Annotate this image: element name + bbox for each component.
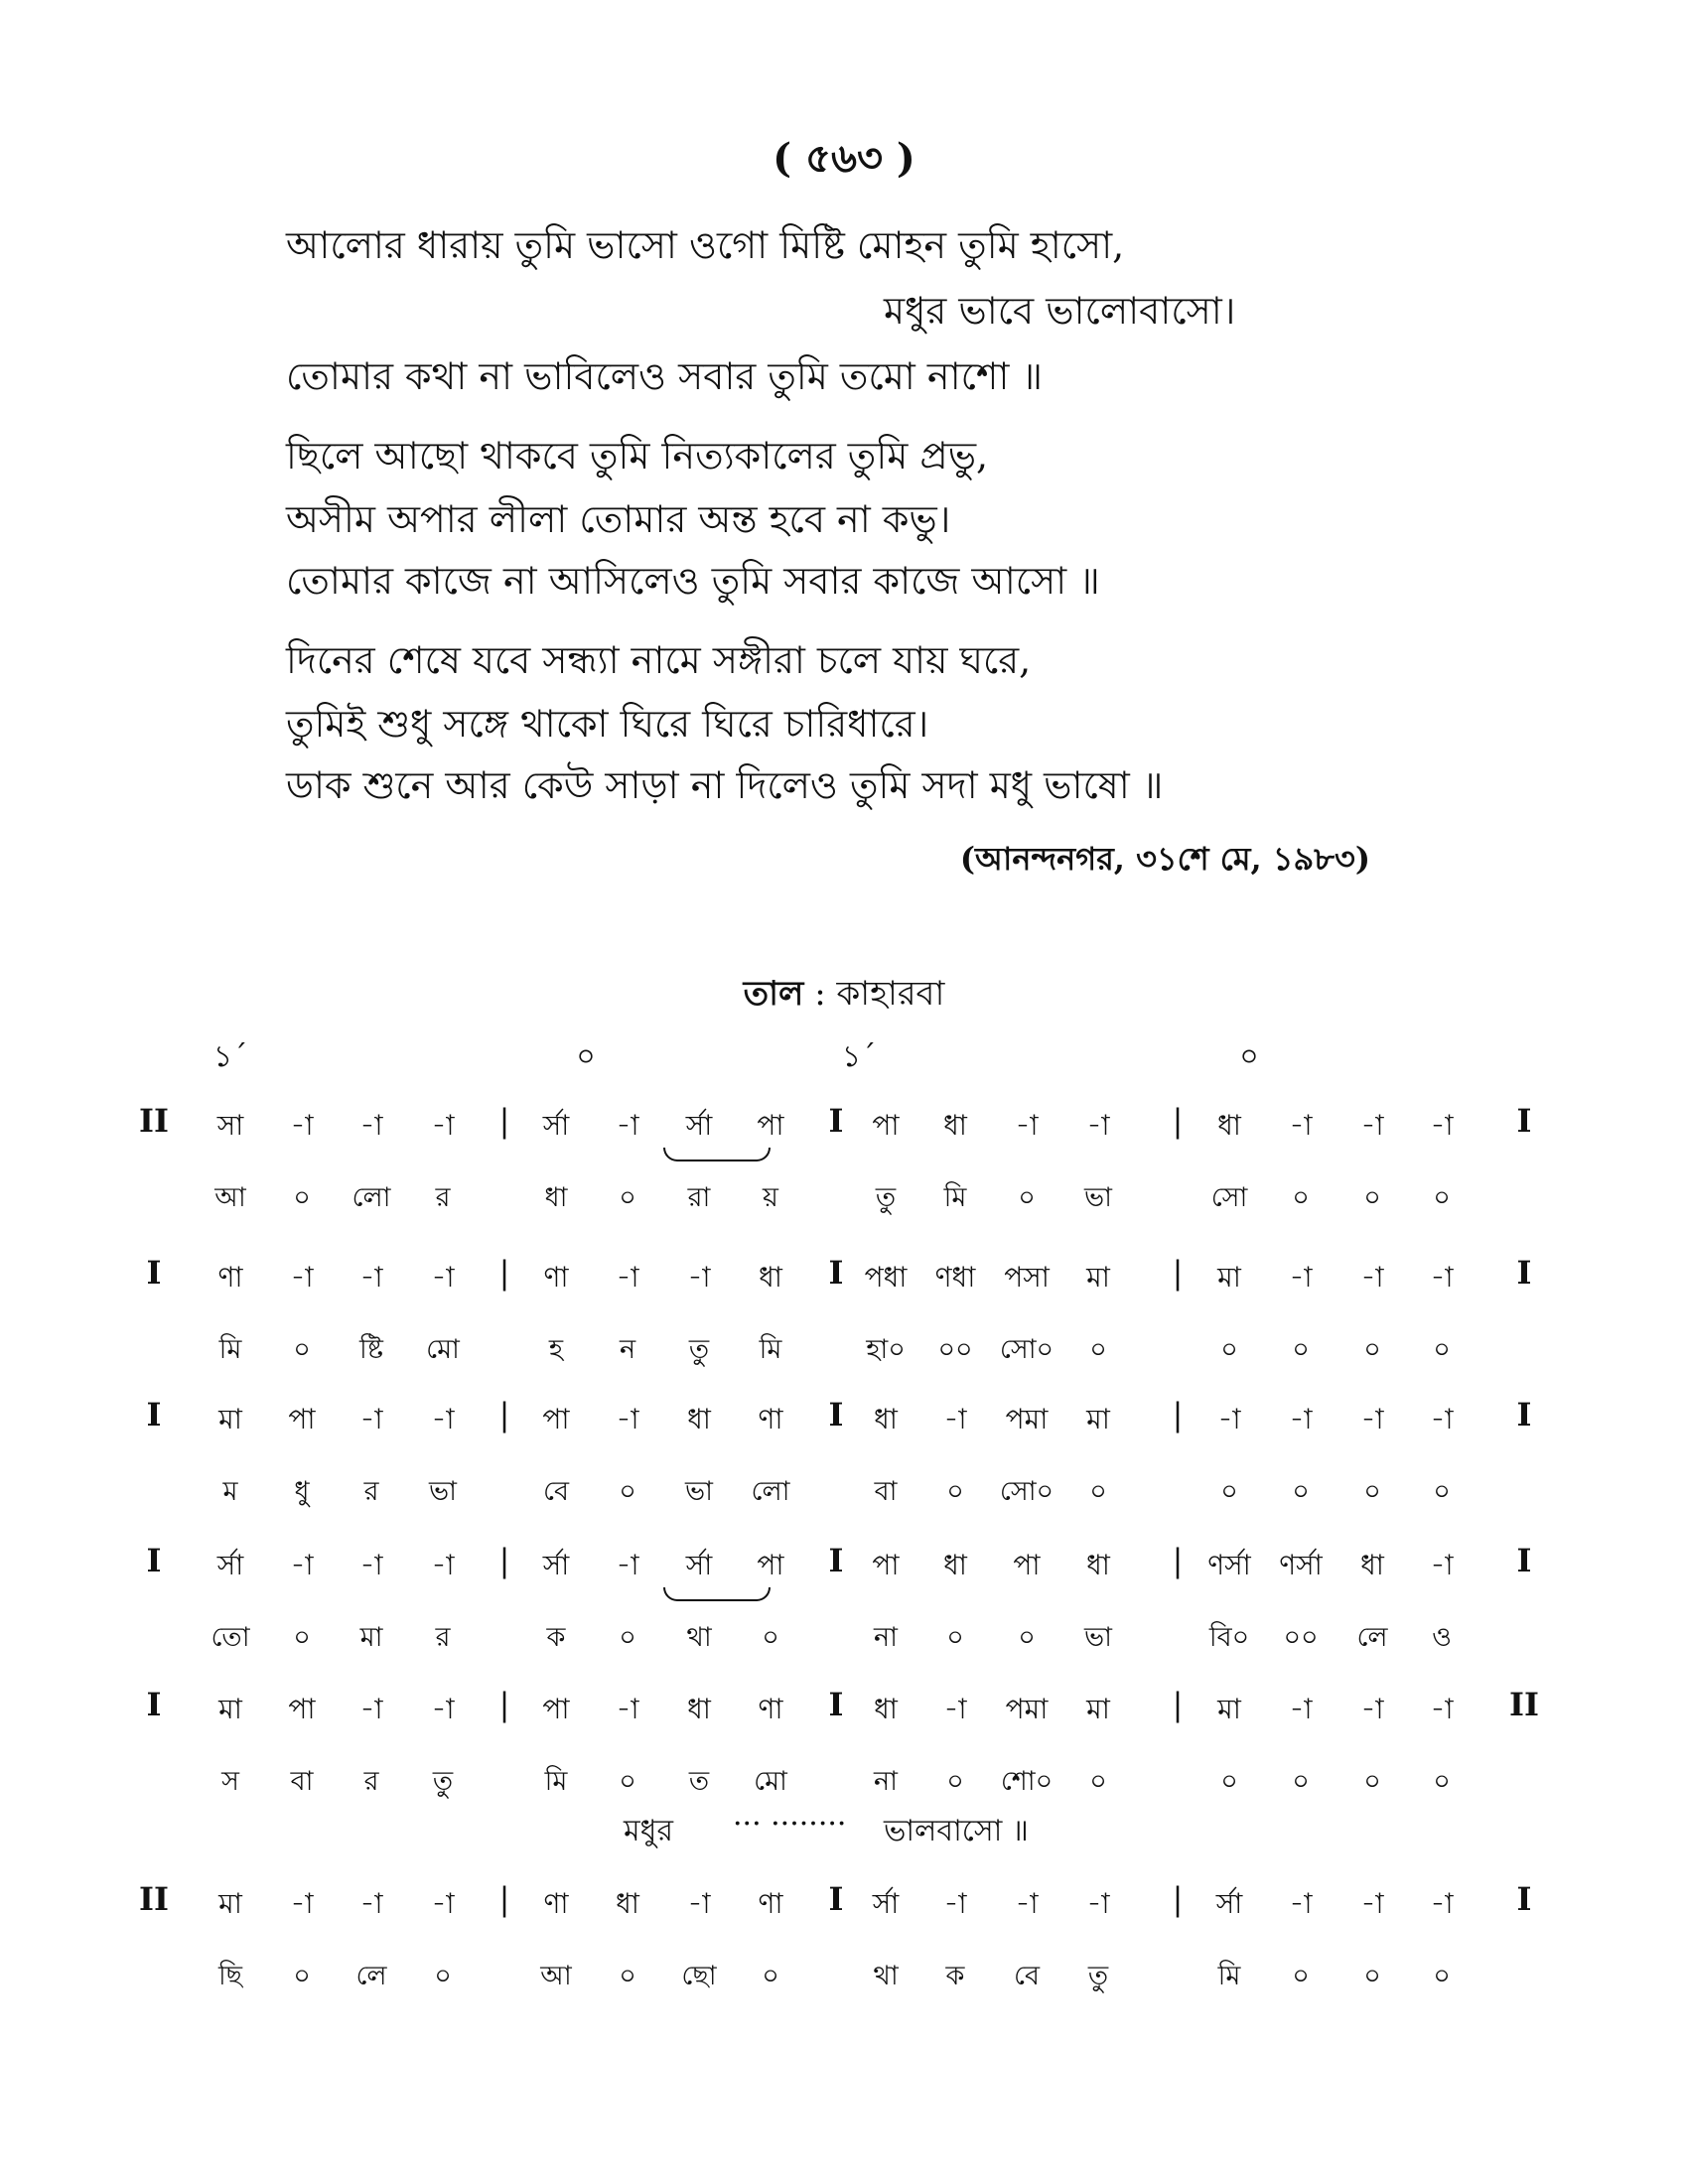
notation-lyrics-row bbox=[0, 1617, 1688, 1667]
swara-note: -া bbox=[359, 1887, 383, 1920]
swara-note: -া bbox=[290, 1261, 314, 1294]
swara-note: -া bbox=[1289, 1887, 1313, 1920]
swara-note: পা bbox=[542, 1693, 570, 1725]
bar-line: | bbox=[498, 1542, 510, 1579]
lyric-syllable: বা bbox=[290, 1766, 314, 1797]
swara-note: -া bbox=[290, 1887, 314, 1920]
lyric-syllable: ও bbox=[1432, 1622, 1452, 1653]
swara-note: ধা bbox=[874, 1403, 898, 1435]
lyric-syllable: না bbox=[874, 1766, 898, 1797]
swara-note: ধা bbox=[1360, 1549, 1384, 1581]
notation-notes-row bbox=[0, 1544, 1688, 1593]
lyric-syllable: ০ bbox=[1433, 1182, 1451, 1213]
lyric-syllable: ০ bbox=[1089, 1334, 1107, 1365]
notation-lyrics-row bbox=[0, 1471, 1688, 1521]
swara-note: -া bbox=[1217, 1403, 1241, 1435]
lyric-syllable: ০ bbox=[1433, 1961, 1451, 1991]
lyrics-line: তুমিই শুধু সঙ্গে থাকো ঘিরে ঘিরে চারিধারে। bbox=[286, 702, 929, 746]
lyric-syllable: র bbox=[363, 1476, 379, 1507]
bar-line: | bbox=[1172, 1880, 1184, 1918]
swara-note: -া bbox=[943, 1693, 967, 1725]
swara-note: পা bbox=[872, 1549, 900, 1581]
lyric-syllable: ০ bbox=[1018, 1182, 1036, 1213]
bar-line: | bbox=[498, 1254, 510, 1292]
lyric-syllable: ০ bbox=[293, 1182, 311, 1213]
bar-line: I bbox=[1516, 1396, 1532, 1433]
bar-line: II bbox=[139, 1880, 169, 1918]
swara-note: র্সা bbox=[542, 1109, 570, 1142]
refrain-start: মধুর bbox=[624, 1814, 673, 1848]
lyric-syllable: থা bbox=[686, 1622, 712, 1653]
tala-label: তাল bbox=[743, 974, 804, 1014]
swara-note: -া bbox=[1360, 1693, 1384, 1725]
lyric-syllable: ০ bbox=[619, 1476, 636, 1507]
lyric-syllable: ০ bbox=[1089, 1766, 1107, 1797]
swara-note: -া bbox=[1015, 1109, 1039, 1142]
swara-note: -া bbox=[1360, 1109, 1384, 1142]
lyrics-line: তোমার কাজে না আসিলেও তুমি সবার কাজে আসো ॥ bbox=[286, 559, 1100, 603]
bar-line: | bbox=[498, 1102, 510, 1140]
notation-lyrics-row bbox=[0, 1329, 1688, 1379]
bar-line: I bbox=[1516, 1880, 1532, 1918]
swara-note: -া bbox=[431, 1109, 455, 1142]
slur-mark bbox=[663, 1587, 771, 1601]
swara-note: পধা bbox=[864, 1261, 908, 1294]
swara-note: ণা bbox=[217, 1261, 243, 1294]
swara-note: ণা bbox=[543, 1887, 569, 1920]
swara-note: -া bbox=[359, 1693, 383, 1725]
swara-note: পা bbox=[288, 1403, 316, 1435]
notation-lyrics-row bbox=[0, 1956, 1688, 2005]
lyric-syllable: লে bbox=[1356, 1622, 1388, 1653]
bar-line: | bbox=[1172, 1102, 1184, 1140]
lyric-syllable: ০ bbox=[1292, 1182, 1310, 1213]
lyric-syllable: ০ bbox=[1363, 1961, 1381, 1991]
lyric-syllable: মি bbox=[544, 1766, 568, 1797]
lyric-syllable: ম bbox=[222, 1476, 238, 1507]
swara-note: -া bbox=[1430, 1109, 1454, 1142]
lyric-syllable: ০ bbox=[1089, 1476, 1107, 1507]
lyrics-line: ছিলে আছো থাকবে তুমি নিত্যকালের তুমি প্রভু, bbox=[286, 434, 989, 478]
lyric-syllable: তু bbox=[1087, 1961, 1109, 1991]
swara-note: ণধা bbox=[934, 1261, 976, 1294]
swara-note: -া bbox=[1360, 1887, 1384, 1920]
swara-note: -া bbox=[616, 1109, 639, 1142]
lyric-syllable: ০ bbox=[1292, 1961, 1310, 1991]
swara-note: ধা bbox=[759, 1261, 782, 1294]
lyric-syllable: সো০ bbox=[999, 1334, 1055, 1365]
swara-note: -া bbox=[1430, 1261, 1454, 1294]
notation-lyrics-row bbox=[0, 1761, 1688, 1811]
lyric-syllable: ত bbox=[688, 1766, 710, 1797]
swara-note: ণা bbox=[758, 1887, 783, 1920]
lyric-syllable: তো bbox=[211, 1622, 250, 1653]
lyric-syllable: ০ bbox=[1292, 1334, 1310, 1365]
notation-notes-row bbox=[0, 1256, 1688, 1305]
bar-line: I bbox=[146, 1686, 162, 1723]
lyric-syllable: ০ bbox=[1363, 1334, 1381, 1365]
date-line: (আনন্দনগর, ৩১শে মে, ১৯৮৩) bbox=[959, 840, 1370, 878]
swara-note: ধা bbox=[687, 1403, 711, 1435]
lyrics-line: দিনের শেষে যবে সন্ধ্যা নামে সঙ্গীরা চলে যায় ঘরে, bbox=[286, 638, 1032, 682]
lyric-syllable: হা০ bbox=[866, 1334, 906, 1365]
lyric-syllable: তু bbox=[875, 1182, 897, 1213]
refrain-dots: ··· ········ bbox=[733, 1807, 847, 1842]
swara-note: মা bbox=[1086, 1403, 1110, 1435]
lyrics-line: ডাক শুনে আর কেউ সাড়া না দিলেও তুমি সদা মধু ভাষো ॥ bbox=[286, 763, 1164, 807]
swara-note: পসা bbox=[1004, 1261, 1050, 1294]
lyric-syllable: তু bbox=[432, 1766, 454, 1797]
lyric-syllable: ০০ bbox=[1283, 1622, 1319, 1653]
lyric-syllable: বে bbox=[543, 1476, 569, 1507]
bar-line: II bbox=[139, 1102, 169, 1140]
lyric-syllable: ন bbox=[619, 1334, 636, 1365]
swara-note: -া bbox=[1360, 1403, 1384, 1435]
swara-note: -া bbox=[687, 1887, 711, 1920]
bar-line: I bbox=[146, 1254, 162, 1292]
swara-note: মা bbox=[1086, 1693, 1110, 1725]
swara-note: -া bbox=[1015, 1887, 1039, 1920]
lyric-syllable: ভা bbox=[685, 1476, 713, 1507]
lyric-syllable: ০ bbox=[1363, 1766, 1381, 1797]
swara-note: পমা bbox=[1005, 1403, 1049, 1435]
bar-line: | bbox=[1172, 1396, 1184, 1433]
bar-line: I bbox=[1516, 1542, 1532, 1579]
lyric-syllable: সো bbox=[1210, 1182, 1248, 1213]
lyric-syllable: মো bbox=[754, 1766, 787, 1797]
lyric-syllable: ০ bbox=[293, 1622, 311, 1653]
bar-line: I bbox=[828, 1254, 844, 1292]
lyric-syllable: রা bbox=[687, 1182, 711, 1213]
swara-note: ধা bbox=[687, 1693, 711, 1725]
lyric-syllable: শো০ bbox=[1000, 1766, 1054, 1797]
swara-note: ণর্সা bbox=[1279, 1549, 1323, 1581]
swara-note: পা bbox=[288, 1693, 316, 1725]
lyric-syllable: না bbox=[874, 1622, 898, 1653]
bar-line: I bbox=[146, 1542, 162, 1579]
lyric-syllable: সো০ bbox=[999, 1476, 1055, 1507]
beat-marker: ০ bbox=[576, 1039, 596, 1074]
lyric-syllable: ক bbox=[945, 1961, 965, 1991]
bar-line: I bbox=[146, 1396, 162, 1433]
lyric-syllable: ০ bbox=[1433, 1334, 1451, 1365]
tala-separator: : bbox=[814, 974, 826, 1014]
swara-note: -া bbox=[616, 1549, 639, 1581]
swara-note: মা bbox=[218, 1887, 242, 1920]
swara-note: ধা bbox=[943, 1549, 967, 1581]
lyric-syllable: র bbox=[435, 1182, 451, 1213]
lyric-syllable: মি bbox=[759, 1334, 782, 1365]
swara-note: মা bbox=[1217, 1693, 1241, 1725]
lyrics-line: আলোর ধারায় তুমি ভাসো ওগো মিষ্টি মোহন তুমি হাসো, bbox=[286, 223, 1125, 267]
lyric-syllable: ০ bbox=[946, 1476, 964, 1507]
lyric-syllable: বে bbox=[1014, 1961, 1040, 1991]
refrain-end: ভালবাসো ॥ bbox=[884, 1814, 1029, 1848]
swara-note: পা bbox=[542, 1403, 570, 1435]
swara-note: ধা bbox=[1217, 1109, 1241, 1142]
tala-title bbox=[0, 968, 1688, 1024]
swara-note: পা bbox=[757, 1109, 784, 1142]
bar-line: I bbox=[1516, 1254, 1532, 1292]
lyric-syllable: ০ bbox=[1292, 1766, 1310, 1797]
bar-line: | bbox=[1172, 1542, 1184, 1579]
swara-note: -া bbox=[359, 1403, 383, 1435]
lyric-syllable: ০ bbox=[619, 1961, 636, 1991]
swara-note: -া bbox=[431, 1887, 455, 1920]
swara-note: -া bbox=[431, 1693, 455, 1725]
swara-note: পা bbox=[872, 1109, 900, 1142]
swara-note: -া bbox=[431, 1549, 455, 1581]
notation-notes-row bbox=[0, 1688, 1688, 1737]
lyric-syllable: স bbox=[221, 1766, 239, 1797]
lyric-syllable: আ bbox=[214, 1182, 246, 1213]
swara-note: -া bbox=[359, 1109, 383, 1142]
lyric-syllable: মো bbox=[426, 1334, 460, 1365]
lyric-syllable: ছি bbox=[217, 1961, 243, 1991]
swara-note: সা bbox=[216, 1109, 244, 1142]
bar-line: | bbox=[498, 1686, 510, 1723]
notation-notes-row bbox=[0, 1104, 1688, 1154]
lyric-syllable: ০০ bbox=[937, 1334, 973, 1365]
swara-note: -া bbox=[616, 1403, 639, 1435]
bar-line: I bbox=[828, 1686, 844, 1723]
swara-note: র্সা bbox=[542, 1549, 570, 1581]
lyric-syllable: র bbox=[363, 1766, 379, 1797]
lyric-syllable: ০ bbox=[1433, 1476, 1451, 1507]
swara-note: পমা bbox=[1005, 1693, 1049, 1725]
bar-line: I bbox=[828, 1542, 844, 1579]
swara-note: -া bbox=[943, 1403, 967, 1435]
swara-note: -া bbox=[943, 1887, 967, 1920]
swara-note: মা bbox=[1086, 1261, 1110, 1294]
lyric-syllable: ০ bbox=[1363, 1476, 1381, 1507]
lyric-syllable: ক bbox=[546, 1622, 566, 1653]
swara-note: -া bbox=[431, 1403, 455, 1435]
swara-note: র্সা bbox=[685, 1549, 713, 1581]
lyric-syllable: ০ bbox=[762, 1622, 779, 1653]
lyric-syllable: ০ bbox=[1220, 1334, 1238, 1365]
swara-note: -া bbox=[1430, 1693, 1454, 1725]
swara-note: -া bbox=[1430, 1549, 1454, 1581]
swara-note: পা bbox=[1013, 1549, 1041, 1581]
swara-note: ণা bbox=[758, 1403, 783, 1435]
lyric-syllable: ভা bbox=[1084, 1622, 1112, 1653]
swara-note: -া bbox=[1086, 1109, 1110, 1142]
lyric-syllable: ধু bbox=[294, 1476, 310, 1507]
bar-line: I bbox=[828, 1396, 844, 1433]
lyric-syllable: য় bbox=[763, 1182, 778, 1213]
swara-note: -া bbox=[616, 1693, 639, 1725]
lyric-syllable: ০ bbox=[434, 1961, 452, 1991]
lyric-syllable: মা bbox=[359, 1622, 383, 1653]
lyric-syllable: ০ bbox=[619, 1766, 636, 1797]
lyric-syllable: তু bbox=[688, 1334, 710, 1365]
swara-note: -া bbox=[290, 1549, 314, 1581]
swara-note: -া bbox=[616, 1261, 639, 1294]
lyrics-line: অসীম অপার লীলা তোমার অন্ত হবে না কভু। bbox=[286, 497, 951, 541]
bar-line: | bbox=[498, 1396, 510, 1433]
beat-marker: ১´ bbox=[841, 1039, 877, 1074]
swara-note: ধা bbox=[874, 1693, 898, 1725]
song-number: ( ৫৬৩ ) bbox=[773, 135, 915, 182]
lyric-syllable: ০ bbox=[1363, 1182, 1381, 1213]
tala-name: কাহারবা bbox=[836, 974, 945, 1014]
bar-line: | bbox=[1172, 1686, 1184, 1723]
lyric-syllable: বা bbox=[874, 1476, 898, 1507]
beat-marker: ০ bbox=[1239, 1039, 1259, 1074]
lyric-syllable: লো bbox=[751, 1476, 790, 1507]
lyric-syllable: মি bbox=[1217, 1961, 1241, 1991]
lyrics-line: মধুর ভাবে ভালোবাসো। bbox=[884, 289, 1236, 333]
swara-note: ণা bbox=[758, 1693, 783, 1725]
lyric-syllable: ০ bbox=[762, 1961, 779, 1991]
swara-note: মা bbox=[218, 1403, 242, 1435]
notation-notes-row bbox=[0, 1882, 1688, 1932]
lyric-syllable: ষ্টি bbox=[359, 1334, 383, 1365]
lyrics-line: তোমার কথা না ভাবিলেও সবার তুমি তমো নাশো ॥ bbox=[286, 354, 1043, 398]
lyric-syllable: ০ bbox=[1018, 1622, 1036, 1653]
swara-note: -া bbox=[1289, 1403, 1313, 1435]
bar-line: | bbox=[498, 1880, 510, 1918]
lyric-syllable: ভা bbox=[429, 1476, 457, 1507]
lyric-syllable: লে bbox=[355, 1961, 387, 1991]
swara-note: মা bbox=[218, 1693, 242, 1725]
bar-line: | bbox=[1172, 1254, 1184, 1292]
lyric-syllable: ০ bbox=[1433, 1766, 1451, 1797]
swara-note: ণা bbox=[543, 1261, 569, 1294]
bar-line: I bbox=[828, 1880, 844, 1918]
swara-note: -া bbox=[431, 1261, 455, 1294]
lyric-syllable: ০ bbox=[619, 1622, 636, 1653]
swara-note: ণর্সা bbox=[1207, 1549, 1251, 1581]
swara-note: -া bbox=[1360, 1261, 1384, 1294]
swara-note: -া bbox=[687, 1261, 711, 1294]
lyric-syllable: ০ bbox=[1220, 1766, 1238, 1797]
lyric-syllable: ০ bbox=[293, 1334, 311, 1365]
bar-line: I bbox=[1516, 1102, 1532, 1140]
lyric-syllable: ০ bbox=[946, 1622, 964, 1653]
lyric-syllable: ধা bbox=[544, 1182, 568, 1213]
swara-note: -া bbox=[1289, 1693, 1313, 1725]
lyric-syllable: র bbox=[435, 1622, 451, 1653]
swara-note: -া bbox=[359, 1549, 383, 1581]
lyric-syllable: ভা bbox=[1084, 1182, 1112, 1213]
swara-note: -া bbox=[359, 1261, 383, 1294]
lyric-syllable: ০ bbox=[619, 1182, 636, 1213]
lyric-syllable: লো bbox=[352, 1182, 391, 1213]
lyric-syllable: ০ bbox=[946, 1766, 964, 1797]
notation-lyrics-row bbox=[0, 1177, 1688, 1227]
notation-notes-row bbox=[0, 1398, 1688, 1447]
swara-note: র্সা bbox=[872, 1887, 900, 1920]
lyric-syllable: ছো bbox=[681, 1961, 717, 1991]
swara-note: -া bbox=[1289, 1261, 1313, 1294]
lyric-syllable: মি bbox=[218, 1334, 242, 1365]
swara-note: পা bbox=[757, 1549, 784, 1581]
swara-note: র্সা bbox=[216, 1549, 244, 1581]
lyric-syllable: ০ bbox=[1292, 1476, 1310, 1507]
beat-marker: ১´ bbox=[212, 1039, 248, 1074]
lyric-syllable: বি০ bbox=[1208, 1622, 1250, 1653]
lyric-syllable: ০ bbox=[1220, 1476, 1238, 1507]
bar-line: I bbox=[828, 1102, 844, 1140]
lyric-syllable: মি bbox=[943, 1182, 967, 1213]
bar-line: II bbox=[1509, 1686, 1539, 1723]
swara-note: র্সা bbox=[1215, 1887, 1243, 1920]
swara-note: -া bbox=[1430, 1403, 1454, 1435]
swara-note: ধা bbox=[616, 1887, 639, 1920]
swara-note: র্সা bbox=[685, 1109, 713, 1142]
slur-mark bbox=[663, 1148, 771, 1161]
swara-note: -া bbox=[1086, 1887, 1110, 1920]
lyric-syllable: আ bbox=[540, 1961, 572, 1991]
lyric-syllable: থা bbox=[873, 1961, 899, 1991]
swara-note: মা bbox=[1217, 1261, 1241, 1294]
swara-note: -া bbox=[1289, 1109, 1313, 1142]
swara-note: ধা bbox=[943, 1109, 967, 1142]
lyric-syllable: ০ bbox=[293, 1961, 311, 1991]
swara-note: -া bbox=[1430, 1887, 1454, 1920]
lyric-syllable: হ bbox=[548, 1334, 564, 1365]
swara-note: ধা bbox=[1086, 1549, 1110, 1581]
swara-note: -া bbox=[290, 1109, 314, 1142]
